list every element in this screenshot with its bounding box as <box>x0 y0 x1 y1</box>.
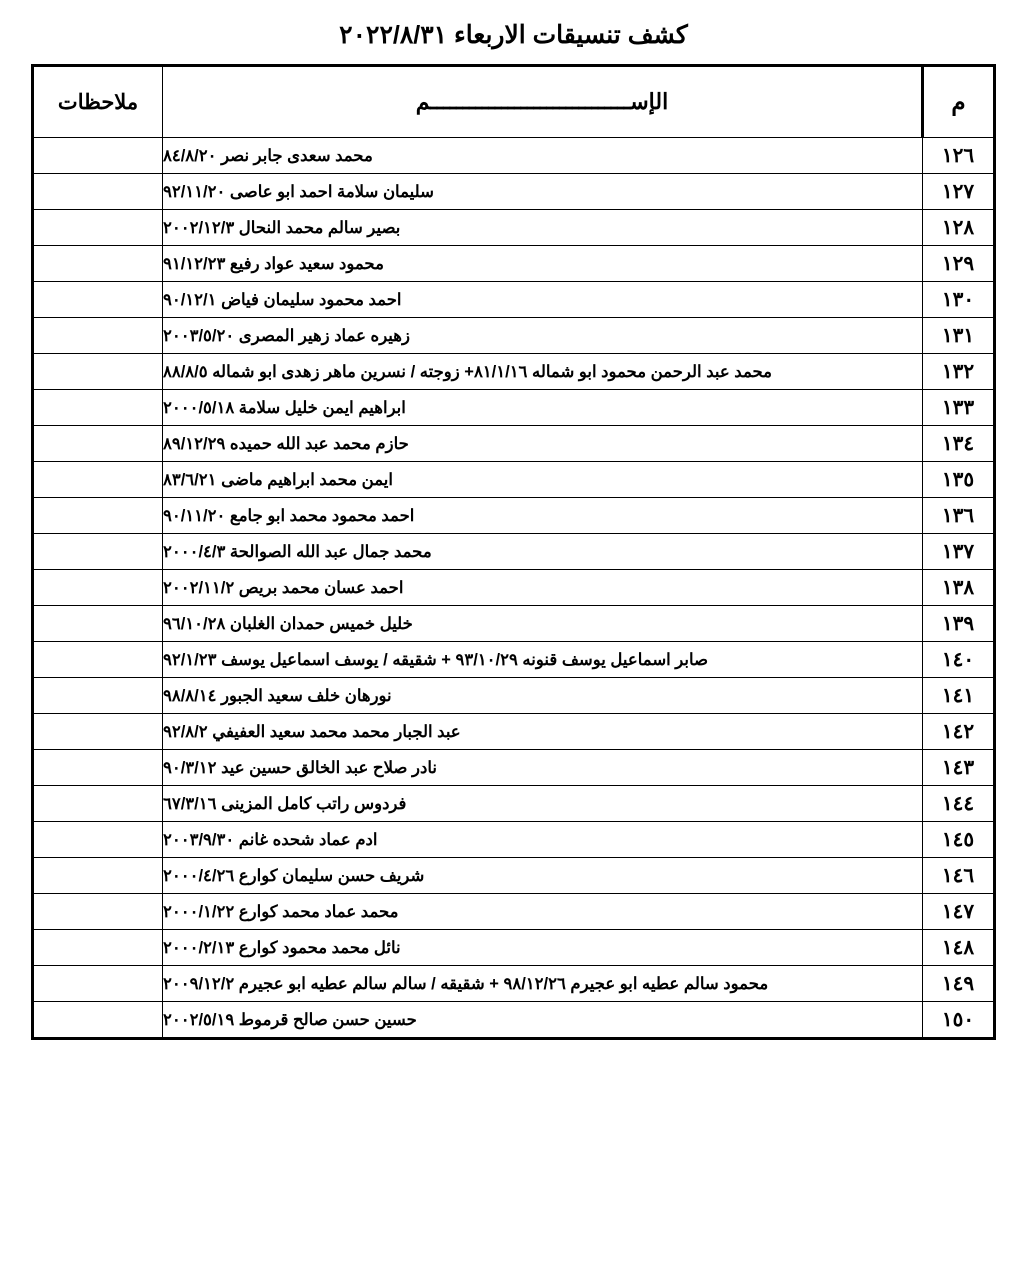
row-notes <box>33 246 163 282</box>
column-header-name <box>163 66 923 138</box>
row-notes <box>33 570 163 606</box>
row-name: محمد سعدى جابر نصر ٨٤/٨/٢٠ <box>163 138 923 174</box>
row-name: شريف حسن سليمان كوارع ٢٠٠٠/٤/٢٦ <box>163 858 923 894</box>
column-header-notes: ملاحظات <box>33 66 163 138</box>
row-number: ١٣٠ <box>923 282 995 318</box>
table-row <box>33 678 995 714</box>
table-row <box>33 246 995 282</box>
row-notes <box>33 642 163 678</box>
row-name: محمد عماد محمد كوارع ٢٠٠٠/١/٢٢ <box>163 894 923 930</box>
row-notes <box>33 354 163 390</box>
row-number: ١٤٥ <box>923 822 995 858</box>
row-number: ١٣١ <box>923 318 995 354</box>
table-row <box>33 930 995 966</box>
table-row <box>33 426 995 462</box>
row-name: سليمان سلامة احمد ابو عاصى ٩٢/١١/٢٠ <box>163 174 923 210</box>
row-name: نورهان خلف سعيد الجبور ٩٨/٨/١٤ <box>163 678 923 714</box>
row-notes <box>33 390 163 426</box>
row-number: ١٣٦ <box>923 498 995 534</box>
row-name: احمد عسان محمد بريص ٢٠٠٢/١١/٢ <box>163 570 923 606</box>
row-notes <box>33 858 163 894</box>
table-row <box>33 174 995 210</box>
row-name: احمد محمود محمد ابو جامع ٩٠/١١/٢٠ <box>163 498 923 534</box>
row-name: ايمن محمد ابراهيم ماضى ٨٣/٦/٢١ <box>163 462 923 498</box>
row-notes <box>33 174 163 210</box>
row-number: ١٤٣ <box>923 750 995 786</box>
row-number: ١٤٦ <box>923 858 995 894</box>
row-notes <box>33 210 163 246</box>
coordination-list-table <box>31 64 996 1040</box>
row-notes <box>33 282 163 318</box>
row-name: احمد محمود سليمان فياض ٩٠/١٢/١ <box>163 282 923 318</box>
row-notes <box>33 786 163 822</box>
row-name: بصير سالم محمد النحال ٢٠٠٢/١٢/٣ <box>163 210 923 246</box>
row-number: ١٣٤ <box>923 426 995 462</box>
row-number: ١٣٣ <box>923 390 995 426</box>
row-name: حسين حسن صالح قرموط ٢٠٠٢/٥/١٩ <box>163 1002 923 1039</box>
row-number: ١٤٩ <box>923 966 995 1002</box>
column-header-name-label: الإســـــــــــــــــــــــــــــــم <box>415 89 669 114</box>
row-number: ١٤٤ <box>923 786 995 822</box>
row-number: ١٣٢ <box>923 354 995 390</box>
row-number: ١٤٠ <box>923 642 995 678</box>
table-row <box>33 318 995 354</box>
row-notes <box>33 1002 163 1039</box>
table-row <box>33 570 995 606</box>
row-name: محمود سالم عطيه ابو عجيرم ٩٨/١٢/٢٦ + شقيقه / سالم سالم عطيه ابو عجيرم ٢٠٠٩/١٢/٢ <box>163 966 923 1002</box>
row-name: ادم عماد شحده غانم ٢٠٠٣/٩/٣٠ <box>163 822 923 858</box>
row-name: عبد الجبار محمد محمد سعيد العفيفي ٩٢/٨/٢ <box>163 714 923 750</box>
row-notes <box>33 462 163 498</box>
row-name: نادر صلاح عبد الخالق حسين عيد ٩٠/٣/١٢ <box>163 750 923 786</box>
table-row <box>33 642 995 678</box>
row-name: محمد جمال عبد الله الصوالحة ٢٠٠٠/٤/٣ <box>163 534 923 570</box>
row-name: محمد عبد الرحمن محمود ابو شماله ٨١/١/١٦+ زوجته / نسرين ماهر زهدى ابو شماله ٨٨/٨/٥ <box>163 354 923 390</box>
row-number: ١٢٨ <box>923 210 995 246</box>
row-notes <box>33 678 163 714</box>
table-row <box>33 282 995 318</box>
row-name: ابراهيم ايمن خليل سلامة ٢٠٠٠/٥/١٨ <box>163 390 923 426</box>
column-header-number: م <box>923 66 995 138</box>
table-row <box>33 750 995 786</box>
table-row <box>33 138 995 174</box>
row-notes <box>33 822 163 858</box>
row-name: صابر اسماعيل يوسف قنونه ٩٣/١٠/٢٩ + شقيقه / يوسف اسماعيل يوسف ٩٢/١/٢٣ <box>163 642 923 678</box>
table-row <box>33 714 995 750</box>
row-name: نائل محمد محمود كوارع ٢٠٠٠/٢/١٣ <box>163 930 923 966</box>
table-row <box>33 894 995 930</box>
row-number: ١٤٢ <box>923 714 995 750</box>
row-notes <box>33 966 163 1002</box>
row-notes <box>33 930 163 966</box>
row-notes <box>33 318 163 354</box>
row-number: ١٥٠ <box>923 1002 995 1039</box>
row-notes <box>33 606 163 642</box>
table-row <box>33 498 995 534</box>
row-number: ١٤٨ <box>923 930 995 966</box>
row-notes <box>33 138 163 174</box>
row-notes <box>33 498 163 534</box>
row-number: ١٤١ <box>923 678 995 714</box>
table-row <box>33 462 995 498</box>
row-name: خليل خميس حمدان الغلبان ٩٦/١٠/٢٨ <box>163 606 923 642</box>
table-row <box>33 786 995 822</box>
page-title: كشف تنسيقات الاربعاء ٢٠٢٢/٨/٣١ <box>339 21 688 49</box>
row-number: ١٢٩ <box>923 246 995 282</box>
table-row <box>33 210 995 246</box>
table-row <box>33 858 995 894</box>
table-row <box>33 606 995 642</box>
row-number: ١٢٧ <box>923 174 995 210</box>
row-notes <box>33 426 163 462</box>
row-notes <box>33 714 163 750</box>
row-notes <box>33 750 163 786</box>
row-notes <box>33 894 163 930</box>
row-name: محمود سعيد عواد رفيع ٩١/١٢/٢٣ <box>163 246 923 282</box>
row-number: ١٣٨ <box>923 570 995 606</box>
table-body <box>33 138 995 1039</box>
row-number: ١٣٥ <box>923 462 995 498</box>
row-name: حازم محمد عبد الله حميده ٨٩/١٢/٢٩ <box>163 426 923 462</box>
table-row <box>33 822 995 858</box>
row-number: ١٣٩ <box>923 606 995 642</box>
table-row <box>33 390 995 426</box>
table-row <box>33 1002 995 1039</box>
table-row <box>33 354 995 390</box>
table-row <box>33 966 995 1002</box>
row-name: زهيره عماد زهير المصرى ٢٠٠٣/٥/٢٠ <box>163 318 923 354</box>
row-notes <box>33 534 163 570</box>
row-number: ١٣٧ <box>923 534 995 570</box>
row-number: ١٤٧ <box>923 894 995 930</box>
row-name: فردوس راتب كامل المزينى ٦٧/٣/١٦ <box>163 786 923 822</box>
table-header <box>33 66 995 138</box>
table-row <box>33 534 995 570</box>
row-number: ١٢٦ <box>923 138 995 174</box>
